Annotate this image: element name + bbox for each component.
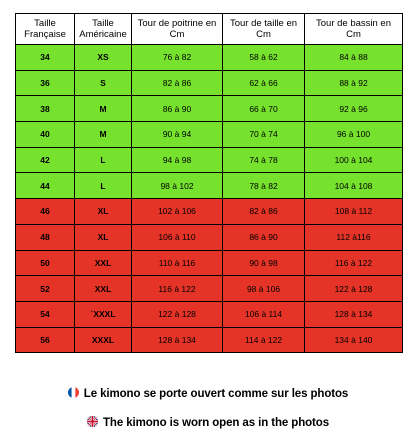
table-cell: 106 à 110 bbox=[132, 224, 223, 250]
header-label: Cm bbox=[346, 29, 361, 40]
table-cell: 98 à 102 bbox=[132, 173, 223, 199]
header-hips bbox=[305, 14, 403, 45]
table-body bbox=[16, 45, 403, 353]
table-cell: 86 à 90 bbox=[223, 224, 305, 250]
table-row bbox=[16, 224, 403, 250]
table-cell: 34 bbox=[16, 45, 75, 71]
size-table bbox=[15, 13, 403, 353]
table-cell: XL bbox=[75, 224, 132, 250]
table-row bbox=[16, 96, 403, 122]
table-cell: 52 bbox=[16, 276, 75, 302]
table-cell: 108 à 112 bbox=[305, 199, 403, 225]
table-cell: 106 à 114 bbox=[223, 301, 305, 327]
table-row bbox=[16, 199, 403, 225]
table-row bbox=[16, 276, 403, 302]
table-cell: 116 à 122 bbox=[132, 276, 223, 302]
table-cell: 90 à 98 bbox=[223, 250, 305, 276]
note-english bbox=[0, 416, 416, 429]
table-cell: 44 bbox=[16, 173, 75, 199]
table-cell: 58 à 62 bbox=[223, 45, 305, 71]
header-us-size bbox=[75, 14, 132, 45]
table-cell: 116 à 122 bbox=[305, 250, 403, 276]
table-cell: 56 bbox=[16, 327, 75, 353]
table-cell: 96 à 100 bbox=[305, 122, 403, 148]
france-flag-icon bbox=[68, 387, 79, 398]
header-label: Américaine bbox=[79, 29, 127, 40]
table-cell: 86 à 90 bbox=[132, 96, 223, 122]
table-cell: 98 à 106 bbox=[223, 276, 305, 302]
header-label: Taille bbox=[34, 18, 56, 29]
table-cell: 74 à 78 bbox=[223, 147, 305, 173]
table-cell: M bbox=[75, 96, 132, 122]
header-french-size bbox=[16, 14, 75, 45]
table-cell: XXL bbox=[75, 276, 132, 302]
table-cell: L bbox=[75, 147, 132, 173]
table-cell: 78 à 82 bbox=[223, 173, 305, 199]
table-cell: XS bbox=[75, 45, 132, 71]
table-row bbox=[16, 122, 403, 148]
note-french-text: Le kimono se porte ouvert comme sur les photos bbox=[83, 388, 349, 400]
header-label: Taille bbox=[92, 18, 114, 29]
table-header-row bbox=[16, 14, 403, 45]
table-cell: 82 à 86 bbox=[132, 70, 223, 96]
table-row bbox=[16, 250, 403, 276]
table-row bbox=[16, 327, 403, 353]
uk-flag-icon bbox=[87, 416, 98, 427]
table-row bbox=[16, 301, 403, 327]
table-row bbox=[16, 45, 403, 71]
table-cell: 42 bbox=[16, 147, 75, 173]
table-cell: 122 à 128 bbox=[305, 276, 403, 302]
table-cell: 94 à 98 bbox=[132, 147, 223, 173]
table-cell: 128 à 134 bbox=[132, 327, 223, 353]
table-cell: 36 bbox=[16, 70, 75, 96]
table-cell: 50 bbox=[16, 250, 75, 276]
table-cell: 38 bbox=[16, 96, 75, 122]
table-row bbox=[16, 173, 403, 199]
header-chest bbox=[132, 14, 223, 45]
table-cell: 110 à 116 bbox=[132, 250, 223, 276]
header-label: Française bbox=[24, 29, 66, 40]
header-label: Cm bbox=[169, 29, 185, 40]
table-cell: 66 à 70 bbox=[223, 96, 305, 122]
table-cell: 84 à 88 bbox=[305, 45, 403, 71]
table-row bbox=[16, 70, 403, 96]
table-cell: 70 à 74 bbox=[223, 122, 305, 148]
table-cell: 104 à 108 bbox=[305, 173, 403, 199]
table-cell: M bbox=[75, 122, 132, 148]
table-cell: 82 à 86 bbox=[223, 199, 305, 225]
table-cell: 102 à 106 bbox=[132, 199, 223, 225]
note-english-text: The kimono is worn open as in the photos bbox=[102, 417, 329, 429]
header-label: Tour de poitrine en bbox=[137, 18, 217, 29]
table-cell: L bbox=[75, 173, 132, 199]
header-waist bbox=[223, 14, 305, 45]
table-cell: `XXXL bbox=[75, 301, 132, 327]
table-cell: 92 à 96 bbox=[305, 96, 403, 122]
table-cell: 134 à 140 bbox=[305, 327, 403, 353]
table-cell: XXL bbox=[75, 250, 132, 276]
table-cell: S bbox=[75, 70, 132, 96]
header-label: Cm bbox=[256, 29, 271, 40]
table-cell: 46 bbox=[16, 199, 75, 225]
note-french bbox=[0, 387, 416, 400]
table-cell: 76 à 82 bbox=[132, 45, 223, 71]
table-cell: 40 bbox=[16, 122, 75, 148]
table-cell: 100 à 104 bbox=[305, 147, 403, 173]
header-label: Tour de taille en bbox=[229, 18, 298, 29]
table-cell: 62 à 66 bbox=[223, 70, 305, 96]
table-cell: 54 bbox=[16, 301, 75, 327]
table-cell: 48 bbox=[16, 224, 75, 250]
table-cell: 128 à 134 bbox=[305, 301, 403, 327]
table-cell: XXXL bbox=[75, 327, 132, 353]
table-cell: 88 à 92 bbox=[305, 70, 403, 96]
table-cell: 90 à 94 bbox=[132, 122, 223, 148]
table-row bbox=[16, 147, 403, 173]
header-label: Tour de bassin en bbox=[316, 18, 391, 29]
table-cell: 122 à 128 bbox=[132, 301, 223, 327]
table-cell: 114 à 122 bbox=[223, 327, 305, 353]
table-cell: XL bbox=[75, 199, 132, 225]
table-cell: 112 à116 bbox=[305, 224, 403, 250]
